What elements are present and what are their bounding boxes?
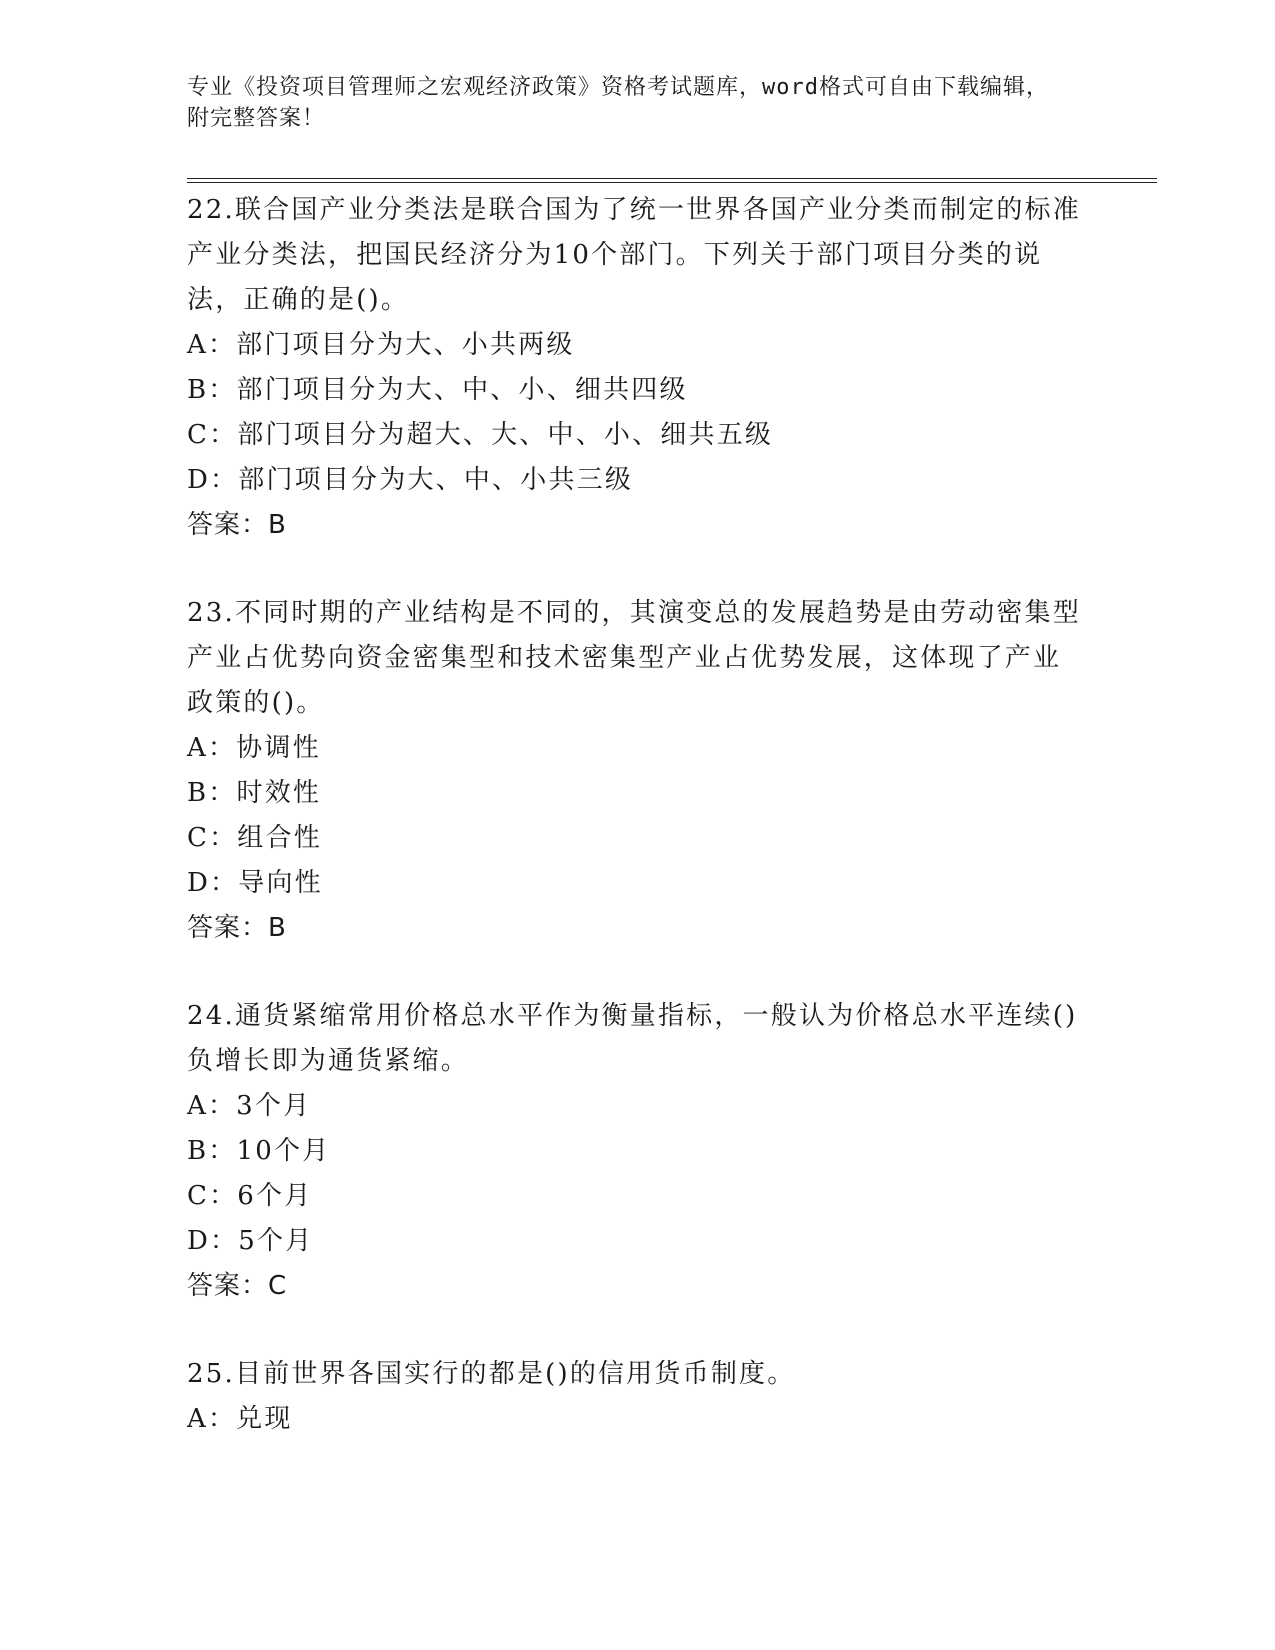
question-22 (187, 188, 1087, 548)
answer-line: 答案：B (187, 510, 287, 540)
question-25 (187, 1352, 1087, 1442)
option-c: C：组合性 (187, 823, 322, 853)
option-d: D：部门项目分为大、中、小共三级 (187, 465, 634, 495)
question-23 (187, 591, 1087, 951)
header-note: 专业《投资项目管理师之宏观经济政策》资格考试题库，word格式可自由下载编辑，附完整答案！ (187, 75, 1049, 131)
answer-line: 答案：B (187, 913, 287, 943)
option-b: B：10个月 (187, 1136, 331, 1166)
question-list (187, 188, 1087, 1485)
option-c: C：6个月 (187, 1181, 313, 1211)
header-divider (187, 178, 1157, 183)
option-d: D：导向性 (187, 868, 323, 898)
option-c: C：部门项目分为超大、大、中、小、细共五级 (187, 420, 774, 450)
option-a: A：兑现 (187, 1404, 293, 1434)
question-stem: 24.通货紧缩常用价格总水平作为衡量指标，一般认为价格总水平连续()负增长即为通货紧缩。 (187, 1001, 1078, 1076)
question-24 (187, 994, 1087, 1309)
question-stem: 25.目前世界各国实行的都是()的信用货币制度。 (187, 1359, 796, 1389)
option-a: A：3个月 (187, 1091, 312, 1121)
option-b: B：时效性 (187, 778, 322, 808)
option-a: A：协调性 (187, 733, 321, 763)
option-b: B：部门项目分为大、中、小、细共四级 (187, 375, 688, 405)
question-stem: 23.不同时期的产业结构是不同的，其演变总的发展趋势是由劳动密集型产业占优势向资金密集型和技术密集型产业占优势发展，这体现了产业政策的()。 (187, 598, 1081, 718)
answer-line: 答案：C (187, 1271, 288, 1301)
option-a: A：部门项目分为大、小共两级 (187, 330, 575, 360)
option-d: D：5个月 (187, 1226, 314, 1256)
question-stem: 22.联合国产业分类法是联合国为了统一世界各国产业分类而制定的标准产业分类法，把国民经济分为10个部门。下列关于部门项目分类的说法，正确的是()。 (187, 195, 1081, 315)
